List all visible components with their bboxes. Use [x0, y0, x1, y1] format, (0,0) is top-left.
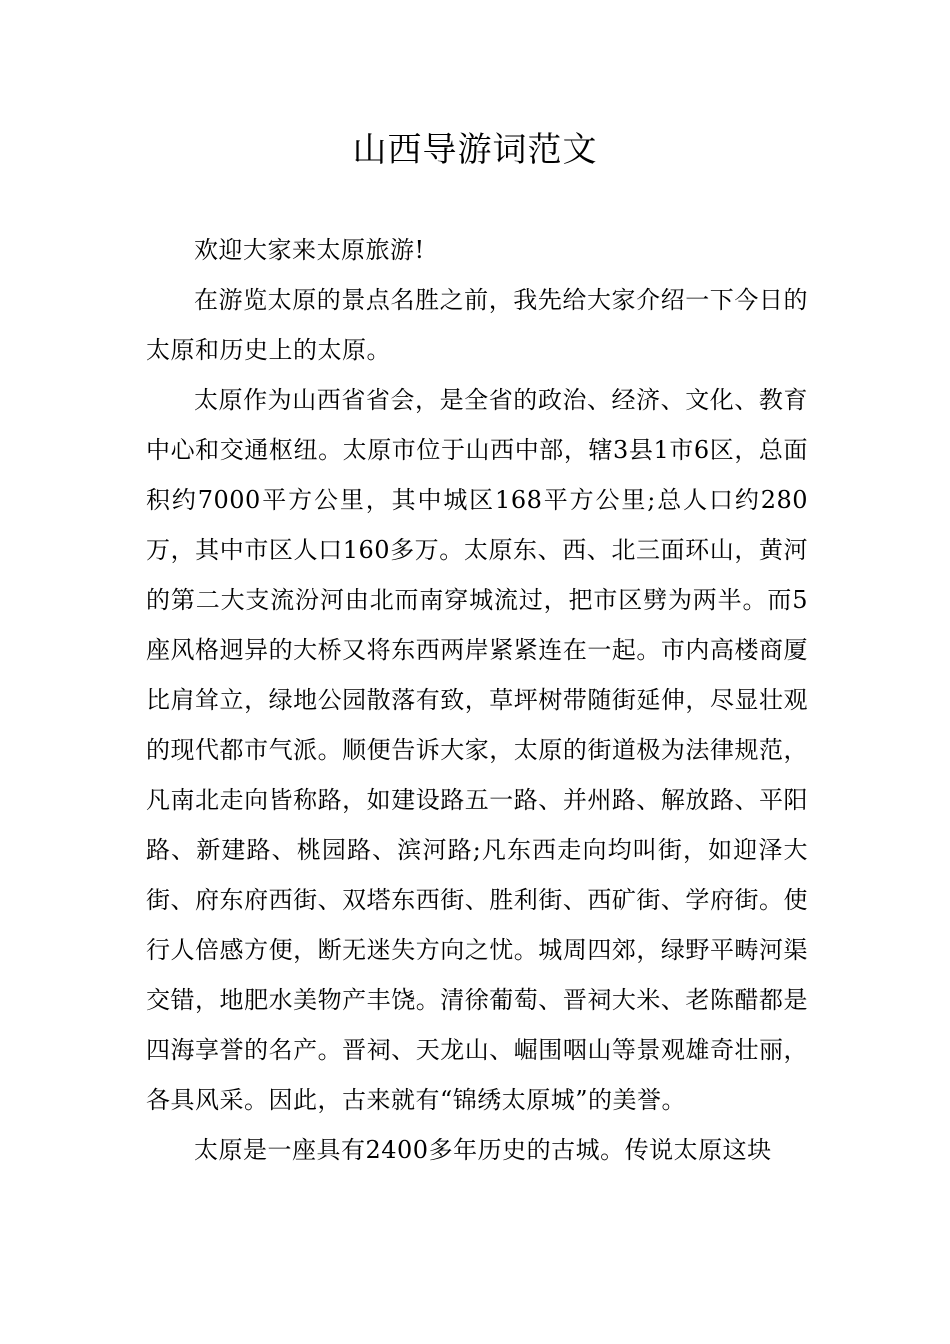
paragraph-city-overview: 太原作为山西省省会，是全省的政治、经济、文化、教育中心和交通枢纽。太原市位于山西中部，辖3县1市6区，总面积约7000平方公里，其中城区168平方公里;总人口约280万，其中市区人口160多万。太原东、西、北三面环山，黄河的第二大支流汾河由北而南穿城流过，把市区劈为两半。而5座风格迥异的大桥又将东西两岸紧紧连在一起。市内高楼商厦比肩耸立，绿地公园散落有致，草坪树带随街延伸，尽显壮观的现代都市气派。顺便告诉大家，太原的街道极为法律规范，凡南北走向皆称路，如建设路五一路、并州路、解放路、平阳路、新建路、桃园路、滨河路;凡东西走向均叫街，如迎泽大街、府东府西街、双塔东西街、胜利街、西矿街、学府街。使行人倍感方便，断无迷失方向之忧。城周四郊，绿野平畴河渠交错，地肥水美物产丰饶。清徐葡萄、晋祠大米、老陈醋都是四海享誉的名产。晋祠、天龙山、崛围咽山等景观雄奇壮丽，各具风采。因此，古来就有“锦绣太原城”的美誉。: [146, 386, 808, 1114]
paragraph-intro: 在游览太原的景点名胜之前，我先给大家介绍一下今日的太原和历史上的太原。: [146, 286, 808, 364]
paragraph-welcome: 欢迎大家来太原旅游!: [194, 236, 425, 264]
document-body: [146, 225, 808, 1175]
paragraph-history: 太原是一座具有2400多年历史的古城。传说太原这块: [194, 1136, 772, 1164]
document-title: 山西导游词范文: [352, 130, 598, 170]
